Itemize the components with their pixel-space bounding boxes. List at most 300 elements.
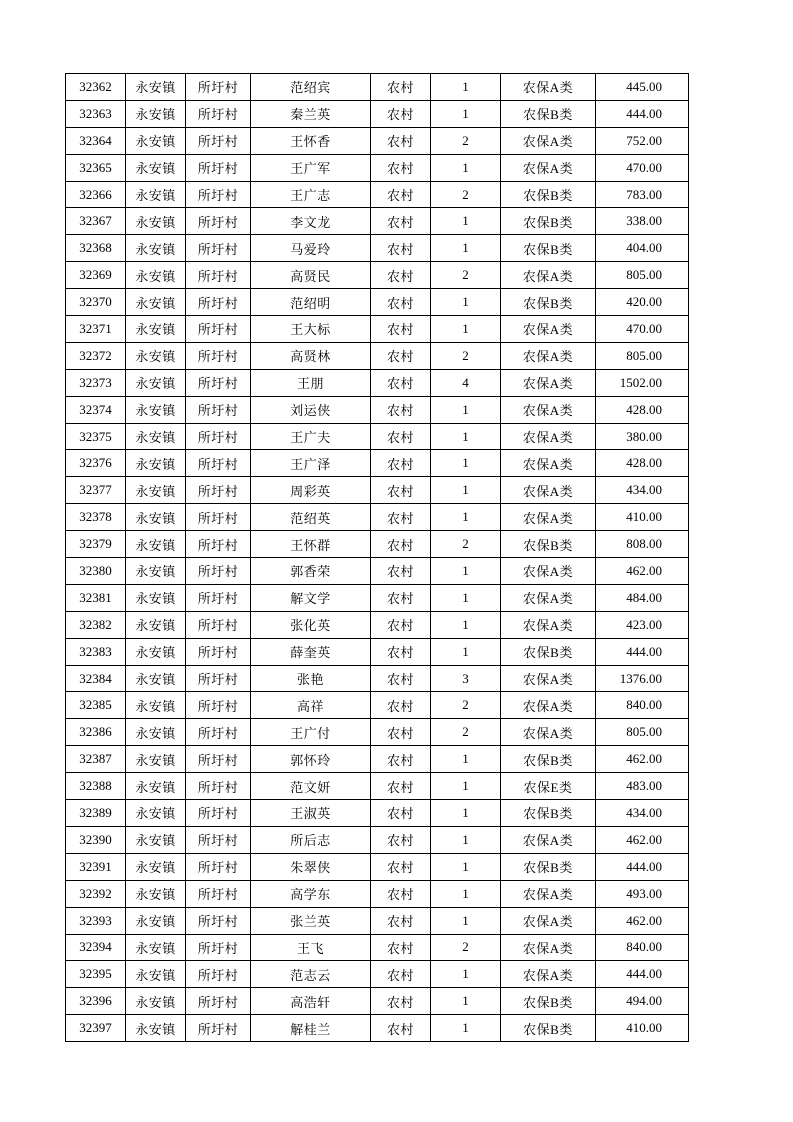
table-cell-id: 32388 — [66, 773, 126, 800]
table-cell-type: 农村 — [371, 853, 431, 880]
table-cell-amount: 493.00 — [596, 880, 689, 907]
table-cell-type: 农村 — [371, 638, 431, 665]
table-cell-amount: 380.00 — [596, 423, 689, 450]
table-cell-count: 2 — [431, 127, 501, 154]
table-cell-amount: 445.00 — [596, 74, 689, 101]
table-cell-name: 高贤林 — [251, 342, 371, 369]
table-cell-name: 高浩轩 — [251, 988, 371, 1015]
table-cell-id: 32395 — [66, 961, 126, 988]
table-cell-category: 农保A类 — [501, 262, 596, 289]
table-cell-type: 农村 — [371, 450, 431, 477]
table-cell-id: 32382 — [66, 611, 126, 638]
table-cell-id: 32381 — [66, 584, 126, 611]
table-cell-village: 所圩村 — [186, 262, 251, 289]
table-cell-name: 郭香荣 — [251, 558, 371, 585]
table-cell-type: 农村 — [371, 477, 431, 504]
table-row — [66, 934, 689, 961]
table-cell-name: 范绍宾 — [251, 74, 371, 101]
table-cell-amount: 483.00 — [596, 773, 689, 800]
table-cell-count: 2 — [431, 934, 501, 961]
table-row — [66, 665, 689, 692]
table-row — [66, 611, 689, 638]
table-cell-village: 所圩村 — [186, 289, 251, 316]
table-row — [66, 262, 689, 289]
table-cell-amount: 808.00 — [596, 531, 689, 558]
table-cell-category: 农保B类 — [501, 638, 596, 665]
table-cell-category: 农保B类 — [501, 531, 596, 558]
table-cell-name: 王广志 — [251, 181, 371, 208]
table-row — [66, 74, 689, 101]
table-cell-category: 农保A类 — [501, 504, 596, 531]
table-cell-count: 1 — [431, 208, 501, 235]
table-cell-amount: 444.00 — [596, 100, 689, 127]
table-cell-town: 永安镇 — [126, 127, 186, 154]
table-cell-type: 农村 — [371, 423, 431, 450]
table-cell-id: 32397 — [66, 1015, 126, 1042]
table-cell-amount: 783.00 — [596, 181, 689, 208]
table-cell-id: 32380 — [66, 558, 126, 585]
table-cell-amount: 1376.00 — [596, 665, 689, 692]
table-cell-category: 农保A类 — [501, 450, 596, 477]
table-cell-id: 32396 — [66, 988, 126, 1015]
table-cell-count: 2 — [431, 342, 501, 369]
table-cell-village: 所圩村 — [186, 1015, 251, 1042]
table-cell-id: 32387 — [66, 746, 126, 773]
table-cell-type: 农村 — [371, 746, 431, 773]
table-cell-name: 张兰英 — [251, 907, 371, 934]
table-cell-town: 永安镇 — [126, 584, 186, 611]
table-cell-count: 1 — [431, 611, 501, 638]
table-cell-category: 农保B类 — [501, 746, 596, 773]
table-cell-type: 农村 — [371, 208, 431, 235]
table-cell-id: 32389 — [66, 800, 126, 827]
table-cell-town: 永安镇 — [126, 208, 186, 235]
table-cell-amount: 840.00 — [596, 692, 689, 719]
table-cell-town: 永安镇 — [126, 934, 186, 961]
table-cell-count: 4 — [431, 369, 501, 396]
table-row — [66, 396, 689, 423]
table-cell-town: 永安镇 — [126, 907, 186, 934]
table-cell-town: 永安镇 — [126, 100, 186, 127]
table-cell-village: 所圩村 — [186, 316, 251, 343]
table-cell-count: 1 — [431, 423, 501, 450]
table-cell-category: 农保A类 — [501, 423, 596, 450]
table-cell-name: 王飞 — [251, 934, 371, 961]
table-row — [66, 692, 689, 719]
table-cell-town: 永安镇 — [126, 638, 186, 665]
table-cell-id: 32385 — [66, 692, 126, 719]
table-cell-type: 农村 — [371, 584, 431, 611]
table-cell-count: 3 — [431, 665, 501, 692]
table-cell-category: 农保A类 — [501, 396, 596, 423]
table-cell-type: 农村 — [371, 74, 431, 101]
table-cell-village: 所圩村 — [186, 988, 251, 1015]
table-cell-name: 解文学 — [251, 584, 371, 611]
table-cell-amount: 805.00 — [596, 719, 689, 746]
table-cell-type: 农村 — [371, 289, 431, 316]
table-cell-category: 农保B类 — [501, 100, 596, 127]
table-cell-village: 所圩村 — [186, 558, 251, 585]
table-cell-count: 1 — [431, 235, 501, 262]
table-cell-category: 农保A类 — [501, 316, 596, 343]
table-cell-category: 农保A类 — [501, 584, 596, 611]
table-cell-type: 农村 — [371, 369, 431, 396]
table-cell-count: 1 — [431, 961, 501, 988]
table-cell-town: 永安镇 — [126, 369, 186, 396]
table-cell-village: 所圩村 — [186, 396, 251, 423]
table-cell-name: 王淑英 — [251, 800, 371, 827]
table-row — [66, 988, 689, 1015]
table-cell-amount: 484.00 — [596, 584, 689, 611]
table-cell-amount: 805.00 — [596, 262, 689, 289]
table-cell-count: 2 — [431, 531, 501, 558]
table-cell-town: 永安镇 — [126, 746, 186, 773]
table-row — [66, 369, 689, 396]
table-cell-id: 32391 — [66, 853, 126, 880]
table-cell-count: 1 — [431, 584, 501, 611]
table-cell-id: 32374 — [66, 396, 126, 423]
table-row — [66, 154, 689, 181]
table-cell-count: 1 — [431, 558, 501, 585]
table-cell-category: 农保A类 — [501, 74, 596, 101]
table-cell-amount: 470.00 — [596, 316, 689, 343]
table-cell-count: 1 — [431, 988, 501, 1015]
table-cell-id: 32373 — [66, 369, 126, 396]
table-cell-amount: 410.00 — [596, 1015, 689, 1042]
table-cell-village: 所圩村 — [186, 235, 251, 262]
pension-roster-table — [65, 73, 689, 1042]
table-cell-id: 32376 — [66, 450, 126, 477]
table-cell-id: 32375 — [66, 423, 126, 450]
table-row — [66, 100, 689, 127]
table-cell-count: 1 — [431, 100, 501, 127]
table-row — [66, 127, 689, 154]
table-cell-town: 永安镇 — [126, 74, 186, 101]
table-cell-type: 农村 — [371, 692, 431, 719]
table-row — [66, 584, 689, 611]
table-cell-type: 农村 — [371, 773, 431, 800]
table-cell-town: 永安镇 — [126, 181, 186, 208]
table-cell-category: 农保A类 — [501, 342, 596, 369]
table-row — [66, 1015, 689, 1042]
table-cell-category: 农保B类 — [501, 988, 596, 1015]
table-cell-id: 32369 — [66, 262, 126, 289]
table-cell-village: 所圩村 — [186, 369, 251, 396]
table-cell-type: 农村 — [371, 880, 431, 907]
table-cell-town: 永安镇 — [126, 316, 186, 343]
table-cell-town: 永安镇 — [126, 262, 186, 289]
table-row — [66, 853, 689, 880]
table-row — [66, 746, 689, 773]
table-cell-type: 农村 — [371, 181, 431, 208]
table-cell-town: 永安镇 — [126, 450, 186, 477]
table-cell-type: 农村 — [371, 1015, 431, 1042]
table-cell-amount: 444.00 — [596, 853, 689, 880]
table-cell-village: 所圩村 — [186, 477, 251, 504]
table-cell-id: 32378 — [66, 504, 126, 531]
table-cell-name: 周彩英 — [251, 477, 371, 504]
table-cell-village: 所圩村 — [186, 584, 251, 611]
table-cell-id: 32377 — [66, 477, 126, 504]
table-cell-village: 所圩村 — [186, 853, 251, 880]
table-cell-amount: 444.00 — [596, 638, 689, 665]
table-cell-id: 32367 — [66, 208, 126, 235]
table-cell-amount: 428.00 — [596, 396, 689, 423]
table-cell-amount: 805.00 — [596, 342, 689, 369]
table-cell-category: 农保E类 — [501, 773, 596, 800]
table-row — [66, 773, 689, 800]
table-cell-town: 永安镇 — [126, 773, 186, 800]
table-cell-category: 农保A类 — [501, 154, 596, 181]
table-row — [66, 477, 689, 504]
table-cell-amount: 423.00 — [596, 611, 689, 638]
table-cell-count: 1 — [431, 316, 501, 343]
table-cell-name: 张化英 — [251, 611, 371, 638]
table-cell-amount: 840.00 — [596, 934, 689, 961]
table-cell-count: 1 — [431, 880, 501, 907]
table-cell-id: 32368 — [66, 235, 126, 262]
table-cell-village: 所圩村 — [186, 450, 251, 477]
table-cell-id: 32362 — [66, 74, 126, 101]
table-cell-amount: 444.00 — [596, 961, 689, 988]
table-cell-village: 所圩村 — [186, 531, 251, 558]
table-cell-type: 农村 — [371, 342, 431, 369]
table-cell-count: 1 — [431, 800, 501, 827]
table-cell-id: 32390 — [66, 826, 126, 853]
table-cell-id: 32392 — [66, 880, 126, 907]
table-cell-town: 永安镇 — [126, 665, 186, 692]
table-row — [66, 235, 689, 262]
table-cell-type: 农村 — [371, 154, 431, 181]
table-cell-name: 范志云 — [251, 961, 371, 988]
table-row — [66, 289, 689, 316]
table-row — [66, 907, 689, 934]
table-row — [66, 450, 689, 477]
table-cell-amount: 434.00 — [596, 800, 689, 827]
table-cell-town: 永安镇 — [126, 1015, 186, 1042]
table-cell-type: 农村 — [371, 800, 431, 827]
table-cell-name: 王大标 — [251, 316, 371, 343]
table-cell-amount: 404.00 — [596, 235, 689, 262]
table-cell-amount: 434.00 — [596, 477, 689, 504]
table-cell-id: 32386 — [66, 719, 126, 746]
table-cell-name: 马爱玲 — [251, 235, 371, 262]
table-cell-type: 农村 — [371, 719, 431, 746]
table-cell-name: 高学东 — [251, 880, 371, 907]
table-cell-count: 1 — [431, 1015, 501, 1042]
table-row — [66, 558, 689, 585]
table-cell-count: 2 — [431, 692, 501, 719]
table-cell-count: 1 — [431, 450, 501, 477]
table-row — [66, 423, 689, 450]
table-cell-village: 所圩村 — [186, 504, 251, 531]
table-cell-village: 所圩村 — [186, 423, 251, 450]
table-row — [66, 208, 689, 235]
table-cell-id: 32393 — [66, 907, 126, 934]
table-cell-type: 农村 — [371, 531, 431, 558]
table-cell-id: 32363 — [66, 100, 126, 127]
table-cell-village: 所圩村 — [186, 127, 251, 154]
table-cell-type: 农村 — [371, 316, 431, 343]
table-cell-count: 1 — [431, 154, 501, 181]
table-cell-village: 所圩村 — [186, 773, 251, 800]
table-cell-category: 农保A类 — [501, 692, 596, 719]
table-cell-count: 1 — [431, 907, 501, 934]
table-cell-village: 所圩村 — [186, 746, 251, 773]
table-cell-name: 王广泽 — [251, 450, 371, 477]
table-cell-type: 农村 — [371, 907, 431, 934]
table-cell-id: 32383 — [66, 638, 126, 665]
table-cell-category: 农保A类 — [501, 477, 596, 504]
table-cell-category: 农保B类 — [501, 289, 596, 316]
table-cell-amount: 462.00 — [596, 826, 689, 853]
table-cell-id: 32384 — [66, 665, 126, 692]
table-cell-amount: 338.00 — [596, 208, 689, 235]
table-cell-name: 王广军 — [251, 154, 371, 181]
table-cell-name: 王朋 — [251, 369, 371, 396]
table-cell-town: 永安镇 — [126, 235, 186, 262]
table-cell-village: 所圩村 — [186, 665, 251, 692]
table-cell-name: 王广付 — [251, 719, 371, 746]
table-cell-count: 1 — [431, 289, 501, 316]
table-cell-count: 1 — [431, 746, 501, 773]
table-cell-name: 王怀群 — [251, 531, 371, 558]
table-cell-village: 所圩村 — [186, 826, 251, 853]
table-cell-name: 朱翠侠 — [251, 853, 371, 880]
table-cell-count: 1 — [431, 853, 501, 880]
table-cell-amount: 1502.00 — [596, 369, 689, 396]
table-cell-count: 1 — [431, 638, 501, 665]
table-row — [66, 181, 689, 208]
table-cell-amount: 470.00 — [596, 154, 689, 181]
table-cell-village: 所圩村 — [186, 907, 251, 934]
table-cell-town: 永安镇 — [126, 477, 186, 504]
table-cell-count: 2 — [431, 262, 501, 289]
table-cell-type: 农村 — [371, 611, 431, 638]
table-cell-type: 农村 — [371, 665, 431, 692]
table-cell-town: 永安镇 — [126, 396, 186, 423]
table-cell-town: 永安镇 — [126, 880, 186, 907]
table-cell-town: 永安镇 — [126, 988, 186, 1015]
table-cell-town: 永安镇 — [126, 611, 186, 638]
table-cell-amount: 494.00 — [596, 988, 689, 1015]
table-cell-type: 农村 — [371, 826, 431, 853]
table-cell-town: 永安镇 — [126, 558, 186, 585]
table-cell-name: 范文妍 — [251, 773, 371, 800]
table-cell-town: 永安镇 — [126, 342, 186, 369]
table-cell-village: 所圩村 — [186, 181, 251, 208]
table-cell-type: 农村 — [371, 127, 431, 154]
table-cell-name: 高贤民 — [251, 262, 371, 289]
table-cell-village: 所圩村 — [186, 638, 251, 665]
table-cell-type: 农村 — [371, 100, 431, 127]
table-cell-amount: 462.00 — [596, 746, 689, 773]
table-cell-type: 农村 — [371, 988, 431, 1015]
table-cell-amount: 410.00 — [596, 504, 689, 531]
table-cell-category: 农保A类 — [501, 611, 596, 638]
table-cell-amount: 428.00 — [596, 450, 689, 477]
table-cell-town: 永安镇 — [126, 154, 186, 181]
table-cell-id: 32366 — [66, 181, 126, 208]
table-cell-village: 所圩村 — [186, 719, 251, 746]
table-cell-category: 农保B类 — [501, 1015, 596, 1042]
table-cell-town: 永安镇 — [126, 719, 186, 746]
table-cell-name: 范绍英 — [251, 504, 371, 531]
table-cell-category: 农保B类 — [501, 853, 596, 880]
table-cell-amount: 420.00 — [596, 289, 689, 316]
table-cell-town: 永安镇 — [126, 504, 186, 531]
table-cell-count: 1 — [431, 477, 501, 504]
table-cell-type: 农村 — [371, 961, 431, 988]
table-cell-town: 永安镇 — [126, 826, 186, 853]
table-row — [66, 961, 689, 988]
table-cell-category: 农保A类 — [501, 558, 596, 585]
table-cell-category: 农保A类 — [501, 826, 596, 853]
table-cell-town: 永安镇 — [126, 289, 186, 316]
table-row — [66, 880, 689, 907]
table-cell-count: 2 — [431, 719, 501, 746]
table-cell-count: 1 — [431, 74, 501, 101]
table-row — [66, 531, 689, 558]
table-cell-name: 郭怀玲 — [251, 746, 371, 773]
table-cell-category: 农保A类 — [501, 719, 596, 746]
table-cell-town: 永安镇 — [126, 531, 186, 558]
table-cell-village: 所圩村 — [186, 961, 251, 988]
table-cell-village: 所圩村 — [186, 208, 251, 235]
table-cell-name: 高祥 — [251, 692, 371, 719]
table-cell-category: 农保A类 — [501, 127, 596, 154]
table-cell-type: 农村 — [371, 235, 431, 262]
table-row — [66, 800, 689, 827]
table-cell-type: 农村 — [371, 934, 431, 961]
table-body — [66, 74, 689, 1042]
table-cell-id: 32365 — [66, 154, 126, 181]
table-cell-village: 所圩村 — [186, 154, 251, 181]
table-cell-town: 永安镇 — [126, 423, 186, 450]
table-cell-amount: 462.00 — [596, 558, 689, 585]
table-cell-village: 所圩村 — [186, 74, 251, 101]
table-cell-village: 所圩村 — [186, 880, 251, 907]
table-cell-category: 农保B类 — [501, 235, 596, 262]
table-cell-town: 永安镇 — [126, 800, 186, 827]
table-cell-id: 32394 — [66, 934, 126, 961]
table-cell-name: 李文龙 — [251, 208, 371, 235]
table-cell-category: 农保B类 — [501, 208, 596, 235]
table-cell-village: 所圩村 — [186, 342, 251, 369]
table-cell-village: 所圩村 — [186, 692, 251, 719]
table-cell-village: 所圩村 — [186, 611, 251, 638]
table-row — [66, 316, 689, 343]
table-cell-village: 所圩村 — [186, 100, 251, 127]
table-cell-name: 解桂兰 — [251, 1015, 371, 1042]
table-cell-name: 薛奎英 — [251, 638, 371, 665]
table-cell-id: 32371 — [66, 316, 126, 343]
table-cell-count: 1 — [431, 396, 501, 423]
table-cell-count: 1 — [431, 504, 501, 531]
table-row — [66, 342, 689, 369]
table-cell-count: 2 — [431, 181, 501, 208]
table-cell-category: 农保A类 — [501, 907, 596, 934]
table-row — [66, 719, 689, 746]
table-cell-type: 农村 — [371, 558, 431, 585]
table-row — [66, 504, 689, 531]
table-cell-town: 永安镇 — [126, 853, 186, 880]
table-cell-category: 农保A类 — [501, 665, 596, 692]
table-cell-town: 永安镇 — [126, 692, 186, 719]
table-cell-name: 刘运侠 — [251, 396, 371, 423]
table-cell-town: 永安镇 — [126, 961, 186, 988]
table-cell-id: 32370 — [66, 289, 126, 316]
